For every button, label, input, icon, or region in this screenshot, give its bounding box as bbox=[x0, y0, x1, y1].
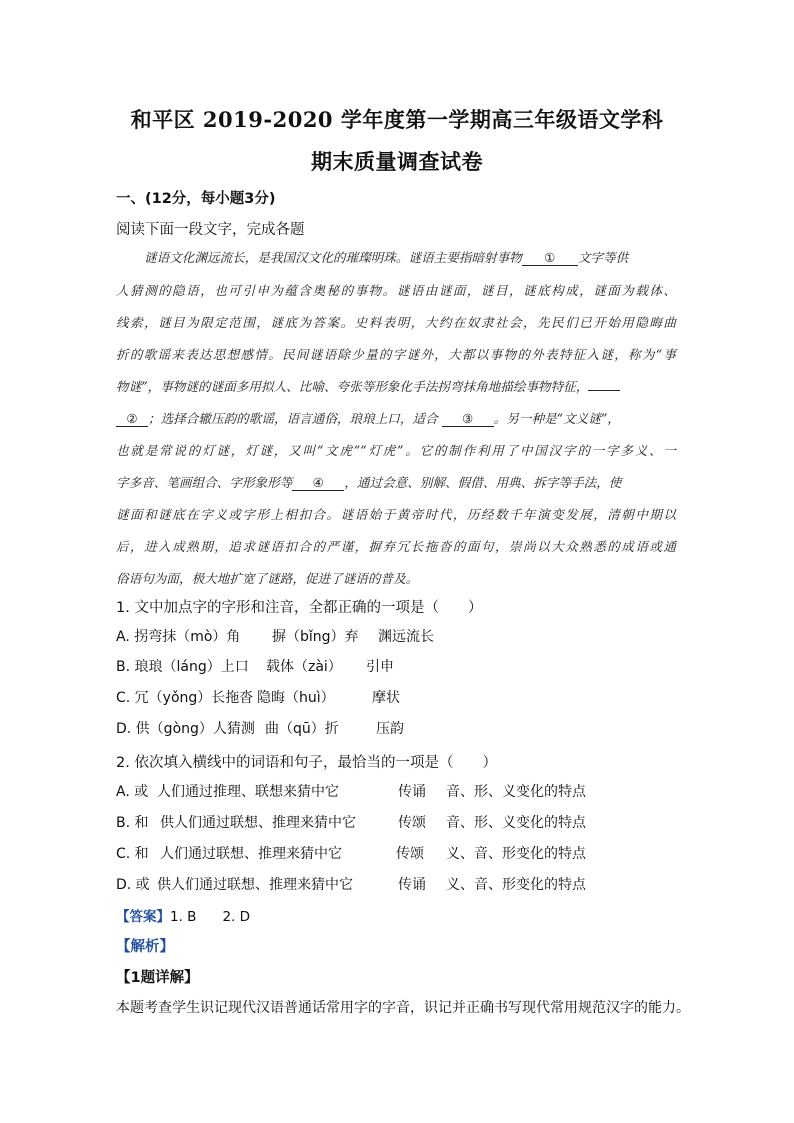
passage-line: 俗语句为面，极大地扩宽了谜路，促进了谜语的普及。 bbox=[116, 571, 419, 586]
passage-line: 后，进入成熟期，追求谜语扣合的严谨，摒弃冗长拖沓的面句，崇尚以大众熟悉的成语或通 bbox=[116, 539, 676, 554]
question-1-stem: 1. 文中加点字的字形和注音，全都正确的一项是（ ） bbox=[116, 600, 483, 616]
answer-1: 1. B bbox=[170, 909, 197, 925]
exam-page: 和平区 2019-2020 学年度第一学期高三年级语文学科 期末质量调查试卷 一、(12分，每小题3分) 阅读下面一段文字，完成各题 谜语文化渊远流长，是我国汉文化的璀璨明珠。谜语主要指暗射事物 ① 文字等供 人猜测的隐语，也可引申为蕴含奥秘的事物。谜语由谜面，谜目，谜底构成，谜面为载体、 线索，谜目为限定范围，谜底为答案。史料表明，大约在奴隶社会，先民们已开始用隐晦曲 折的歌谣来表达思想感情。民间谜语除少量的字谜外，大都以事物的外表特征入谜，称为“事 物谜”，事物谜的谜面多用拟人、比喻、夸张等形象化手法拐弯抹角地描绘事物特征， ② ；选择合辙压韵的歌谣，语言通俗，琅琅上口，适合 ③ 。另一种是“文义谜”， 也就是常说的灯谜，灯谜，又叫“文虎”“灯虎”。它的制作利用了中国汉字的一字多义、一 字多音、笔画组合、字形象形等 ④ ，通过会意、别解、假借、用典、拆字等手法，使 谜面和谜底在字义或字形上相扣合。谜语始于黄帝时代，历经数千年演变发展，清朝中期以 后，进入成熟期，追求谜语扣合的严谨，摒弃冗长拖沓的面句，崇尚以大众熟悉的成语或通 俗语句为面，极大地扩宽了谜路，促进了谜语的普及。 1. 文中加点字的字形和注音，全都正确的一项是（ ） A. 拐弯抹（mò）角 摒（bǐng）弃 渊远流长 B. 琅琅（láng）上口 载体（zài） 引申 C. 冗（yǒng）长拖沓 隐晦（huì） 摩状 D. 供（gòng）人猜测 曲（qū）折 压韵 2. 依次填入横线中的词语和句子，最恰当的一项是（ ） A. 或 人们通过推理、联想来猜中它 传诵 音、形、义变化的特点 B. 和 供人们通过联想、推理来猜中它 传颂 音、形、义变化的特点 C. 和 人们通过联想、推理来猜中它 传颂 义、音、形变化的特点 D. 或 供人们通过联想、推理来猜中它 传诵 义、音、形变化的特点 【答案】1. B 2. D 【解析】 【1题详解】 本题考查学生识记现代汉语普通话常用字的字音，识记并正确书写现代常用规范汉字的能力。 bbox=[0, 0, 794, 1123]
passage-line: 谜面和谜底在字义或字形上相扣合。谜语始于黄帝时代，历经数千年演变发展，清朝中期以 bbox=[116, 507, 676, 522]
answer-2: 2. D bbox=[222, 909, 251, 925]
analysis-label: 【解析】 bbox=[116, 939, 174, 955]
answer-label: 【答案】 bbox=[116, 909, 170, 925]
passage-line: 也就是常说的灯谜，灯谜，又叫“文虎”“灯虎”。它的制作利用了中国汉字的一字多义、一 bbox=[116, 443, 676, 458]
section-heading: 一、(12分，每小题3分) bbox=[116, 191, 276, 207]
passage-line: 线索，谜目为限定范围，谜底为答案。史料表明，大约在奴隶社会，先民们已开始用隐晦曲 bbox=[116, 315, 676, 330]
passage-line: 谜语文化渊远流长，是我国汉文化的璀璨明珠。谜语主要指暗射事物 ① 文字等供 bbox=[144, 250, 629, 265]
exam-title-line2: 期末质量调查试卷 bbox=[311, 149, 483, 174]
blank-2: ② bbox=[116, 411, 148, 427]
question-2-stem: 2. 依次填入横线中的词语和句子，最恰当的一项是（ ） bbox=[116, 755, 497, 771]
passage-line: ② ；选择合辙压韵的歌谣，语言通俗，琅琅上口，适合 ③ 。另一种是“文义谜”， bbox=[116, 408, 676, 427]
blank-3: ③ bbox=[442, 411, 494, 427]
answer-line bbox=[116, 905, 250, 925]
q1-analysis-label: 【1题详解】 bbox=[116, 970, 199, 986]
passage-line: 折的歌谣来表达思想感情。民间谜语除少量的字谜外，大都以事物的外表特征入谜，称为“事 bbox=[116, 347, 676, 362]
blank-1: ① bbox=[522, 250, 578, 266]
passage-line: 字多音、笔画组合、字形象形等 ④ ，通过会意、别解、假借、用典、拆字等手法，使 bbox=[116, 475, 622, 490]
passage-line: 人猜测的隐语，也可引申为蕴含奥秘的事物。谜语由谜面，谜目，谜底构成，谜面为载体、 bbox=[116, 283, 676, 298]
passage-line: 物谜”，事物谜的谜面多用拟人、比喻、夸张等形象化手法拐弯抹角地描绘事物特征， bbox=[116, 376, 676, 395]
q1-analysis-text: 本题考查学生识记现代汉语普通话常用字的字音，识记并正确书写现代常用规范汉字的能力。 bbox=[116, 1000, 690, 1016]
exam-title-line1: 和平区 2019-2020 学年度第一学期高三年级语文学科 bbox=[130, 107, 664, 132]
reading-instruction: 阅读下面一段文字，完成各题 bbox=[116, 222, 305, 238]
blank-4: ④ bbox=[292, 475, 344, 491]
